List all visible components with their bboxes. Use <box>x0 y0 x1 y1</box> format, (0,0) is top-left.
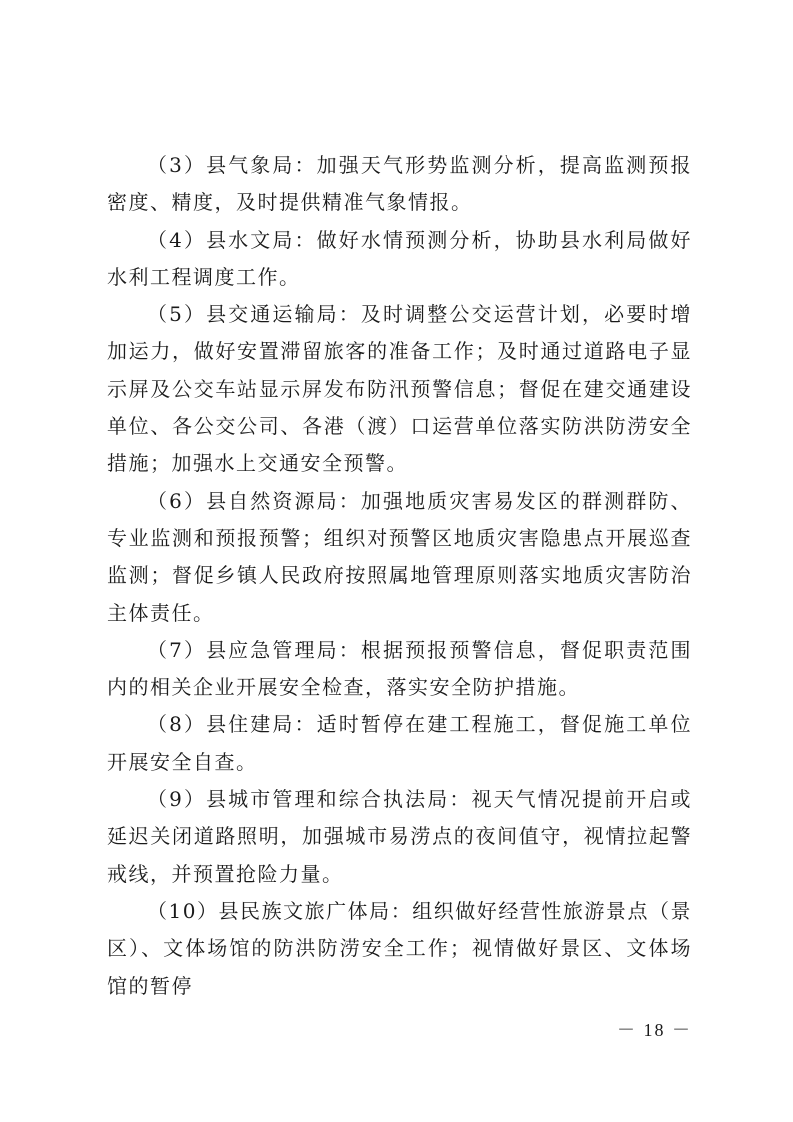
paragraph-housing-construction-bureau: （8）县住建局：适时暂停在建工程施工，督促施工单位开展安全自查。 <box>107 712 692 774</box>
paragraph-culture-tourism-bureau: （10）县民族文旅广体局：组织做好经营性旅游景点（景区）、文体场馆的防洪防涝安全工作；视情做好景区、文体场馆的暂停 <box>107 898 692 998</box>
paragraph-urban-management-bureau: （9）县城市管理和综合执法局：视天气情况提前开启或延迟关闭道路照明，加强城市易涝点的夜间值守，视情拉起警戒线，并预置抢险力量。 <box>107 787 692 886</box>
paragraph-meteorological-bureau: （3）县气象局：加强天气形势监测分析，提高监测预报密度、精度，及时提供精准气象情报。 <box>107 153 692 215</box>
paragraph-emergency-management-bureau: （7）县应急管理局：根据预报预警信息，督促职责范围内的相关企业开展安全检查，落实安全防护措施。 <box>107 637 692 700</box>
page-number: － 18 － <box>617 1020 692 1040</box>
document-body <box>107 147 692 1005</box>
paragraph-hydrology-bureau: （4）县水文局：做好水情预测分析，协助县水利局做好水利工程调度工作。 <box>107 227 692 289</box>
paragraph-natural-resources-bureau: （6）县自然资源局：加强地质灾害易发区的群测群防、专业监测和预报预警；组织对预警区地质灾害隐患点开展巡查监测；督促乡镇人民政府按照属地管理原则落实地质灾害防治主体责任。 <box>107 488 692 625</box>
paragraph-transport-bureau: （5）县交通运输局：及时调整公交运营计划，必要时增加运力，做好安置滞留旅客的准备工作；及时通过道路电子显示屏及公交车站显示屏发布防汛预警信息；督促在建交通建设单位、各公交公司、各港（渡）口运营单位落实防洪防涝安全措施；加强水上交通安全预警。 <box>107 302 692 476</box>
